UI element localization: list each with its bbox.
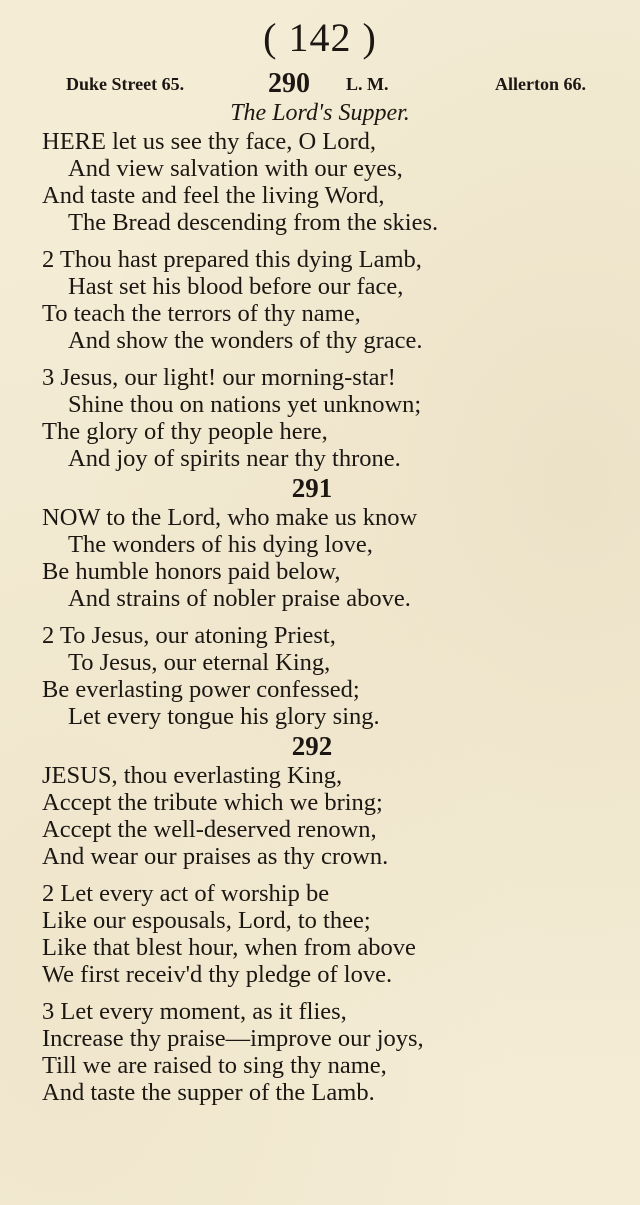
verse-line: We first receiv'd thy pledge of love.: [42, 961, 393, 988]
verse-line: And taste and feel the living Word,: [42, 182, 385, 209]
verse-line: Shine thou on nations yet unknown;: [68, 391, 422, 418]
verse-line: To teach the terrors of thy name,: [42, 300, 361, 327]
verse-line: 3 Jesus, our light! our morning-star!: [42, 364, 396, 391]
stanza: [42, 622, 602, 730]
verse-line: Like our espousals, Lord, to thee;: [42, 907, 371, 934]
verse-line: And show the wonders of thy grace.: [68, 327, 423, 354]
hymn-290: [42, 128, 602, 472]
verse-line: Increase thy praise—improve our joys,: [42, 1025, 424, 1052]
verse-line: 3 Let every moment, as it flies,: [42, 998, 347, 1025]
stanza: [42, 880, 602, 988]
verse-line: And strains of nobler praise above.: [68, 585, 411, 612]
stanza: [42, 364, 602, 472]
meter-label: L. M.: [346, 74, 389, 94]
verse-line: 2 Thou hast prepared this dying Lamb,: [42, 246, 422, 273]
verse-line: And wear our praises as thy crown.: [42, 843, 389, 870]
verse-line: 2 Let every act of worship be: [42, 880, 330, 907]
hymn-number-292: 292: [291, 731, 333, 761]
verse-line: Hast set his blood before our face,: [68, 273, 404, 300]
verse-line: Be everlasting power confessed;: [42, 676, 360, 703]
verse-line: Like that blest hour, when from above: [42, 934, 416, 961]
verse-line: JESUS, thou everlasting King,: [42, 762, 343, 789]
stanza: [42, 998, 602, 1106]
verse-line: And view salvation with our eyes,: [68, 155, 403, 182]
verse-line: And taste the supper of the Lamb.: [42, 1079, 375, 1106]
stanza: [42, 128, 602, 236]
hymn-title: The Lord's Supper.: [230, 100, 410, 126]
stanza: [42, 504, 602, 612]
verse-line: Till we are raised to sing thy name,: [42, 1052, 387, 1079]
verse-line: To Jesus, our eternal King,: [68, 649, 331, 676]
hymn-number-290: 290: [268, 68, 310, 99]
verse-line: 2 To Jesus, our atoning Priest,: [42, 622, 336, 649]
hymn-291: [42, 504, 602, 730]
tune-name-right: Allerton 66.: [495, 74, 586, 94]
verse-line: NOW to the Lord, who make us know: [42, 504, 418, 531]
verse-line: Accept the well-deserved renown,: [42, 816, 377, 843]
verse-line: Let every tongue his glory sing.: [68, 703, 380, 730]
verse-line: The Bread descending from the skies.: [68, 209, 439, 236]
verse-line: The glory of thy people here,: [42, 418, 328, 445]
verse-line: Be humble honors paid below,: [42, 558, 341, 585]
stanza: [42, 246, 602, 354]
verse-line: HERE let us see thy face, O Lord,: [42, 128, 377, 155]
verse-line: The wonders of his dying love,: [68, 531, 373, 558]
hymn-292: [42, 762, 602, 1106]
hymn-number-291: 291: [291, 473, 333, 503]
stanza: [42, 762, 602, 870]
verse-line: And joy of spirits near thy throne.: [68, 445, 401, 472]
hymn-text: [42, 128, 602, 1106]
tune-name-left: Duke Street 65.: [66, 74, 185, 94]
hymn-header: [66, 68, 586, 102]
verse-line: Accept the tribute which we bring;: [42, 789, 383, 816]
page-number: ( 142 ): [263, 15, 377, 60]
